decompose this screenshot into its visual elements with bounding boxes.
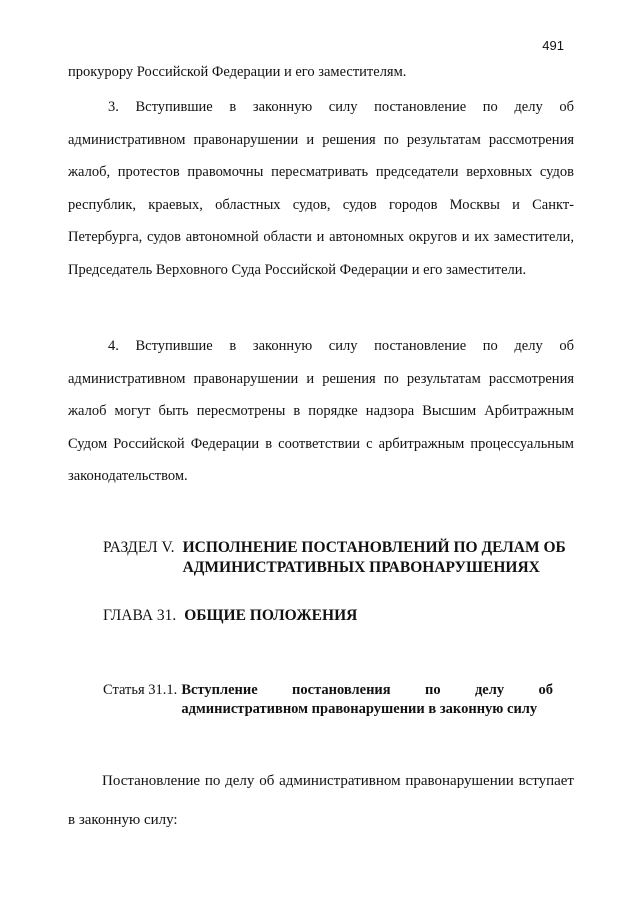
chapter-heading (103, 606, 583, 626)
section-heading (103, 538, 583, 578)
chapter-title: ОБЩИЕ ПОЛОЖЕНИЯ (184, 607, 358, 624)
article-heading (103, 681, 553, 719)
section-label: РАЗДЕЛ V. (103, 539, 175, 556)
paragraph-item-4: 4. Вступившие в законную силу постановление по делу об административном правонарушении и решения по результатам рассмотрения жалоб могут быть пересмотрены в порядке надзора Высшим Арбитражным Судом Российской Федерации в соответствии с арбитражным процессуальным законодательством. (68, 338, 574, 484)
paragraph-item-3: 3. Вступившие в законную силу постановление по делу об административном правонарушении и решения по результатам рассмотрения жалоб, протестов правомочны пересматривать председатели верховных судов республик, краевых, областных судов, судов городов Москвы и Санкт-Петербурга, судов автономной области и автономных округов и их заместители, Председатель Верховного Суда Российской Федерации и его заместители. (68, 99, 574, 278)
article-body-paragraph: Постановление по делу об административном правонарушении вступает в законную силу: (68, 773, 574, 828)
article-label: Статья 31.1. (103, 682, 178, 698)
section-title: ИСПОЛНЕНИЕ ПОСТАНОВЛЕНИЙ ПО ДЕЛАМ ОБ АДМИНИСТРАТИВНЫХ ПРАВОНАРУШЕНИЯХ (182, 539, 566, 576)
paragraph-continuation: прокурору Российской Федерации и его заместителям. (68, 64, 407, 80)
page-number: 491 (542, 38, 564, 53)
article-title: Вступление постановления по делу об административном правонарушении в законную силу (181, 682, 553, 717)
chapter-label: ГЛАВА 31. (103, 607, 177, 624)
